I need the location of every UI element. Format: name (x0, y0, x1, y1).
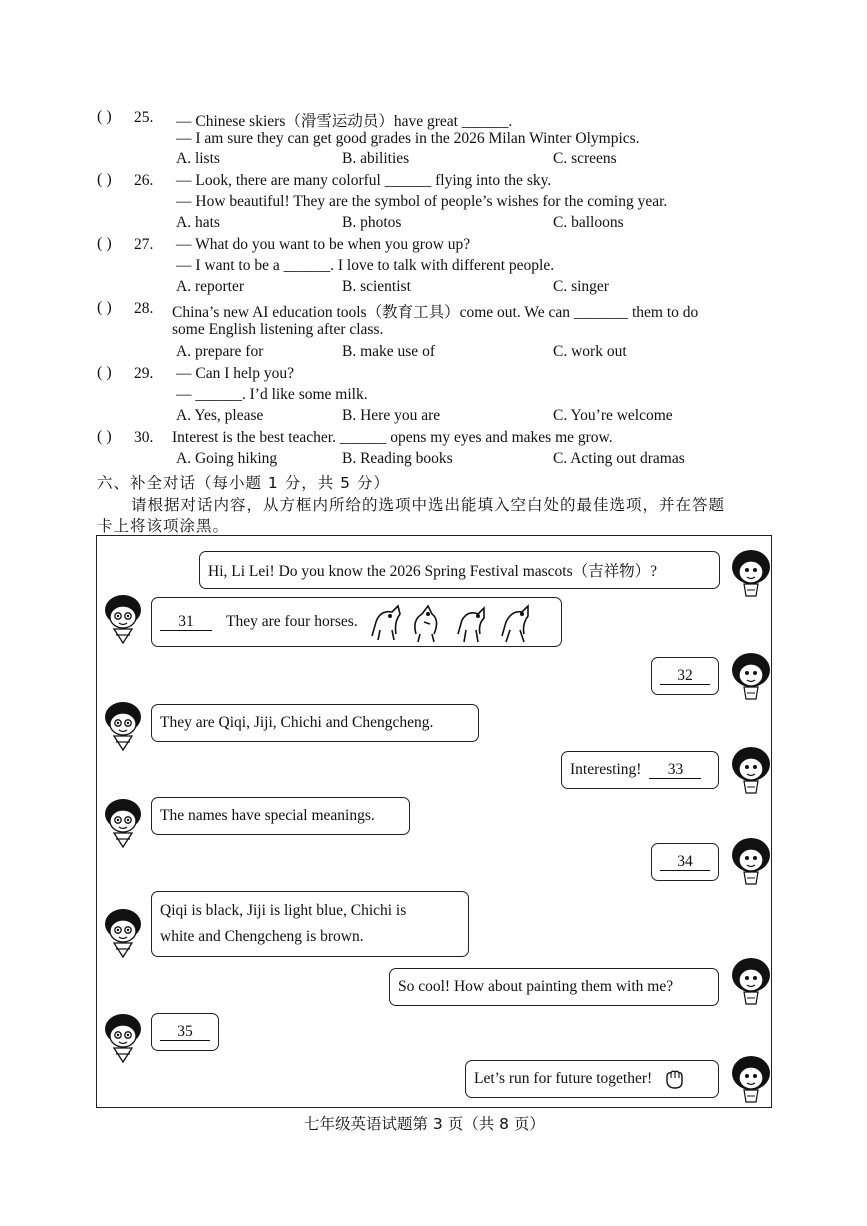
option-b: B. abilities (342, 150, 410, 167)
dialog-bubble-11 (465, 1060, 719, 1098)
option-c: C. Acting out dramas (553, 450, 685, 467)
answer-paren: ( ) (97, 108, 112, 125)
question-line: — Chinese skiers（滑雪运动员）have great ______. (176, 113, 513, 130)
question-line: — I am sure they can get good grades in the 2026 Milan Winter Olympics. (176, 130, 640, 147)
dialog-bubble-2 (151, 597, 562, 647)
question-number: 25. (134, 109, 154, 126)
section-instruction: 请根据对话内容，从方框内所给的选项中选出能填入空白处的最佳选项，并在答题 (131, 496, 726, 514)
horse-mascots-icon (366, 600, 536, 644)
question-number: 30. (134, 429, 154, 446)
dialog-bubble-6 (151, 797, 410, 835)
friend-avatar-icon (730, 956, 772, 1008)
option-c: C. screens (553, 150, 617, 167)
option-b: B. scientist (342, 278, 411, 295)
answer-blank-34[interactable]: 34 (660, 854, 710, 871)
dialog-bubble-3 (651, 657, 719, 695)
question-line: Interest is the best teacher. ______ opens my eyes and makes me grow. (172, 429, 613, 446)
bubble-text: Let’s run for future together! (474, 1070, 653, 1087)
question-line: some English listening after class. (172, 321, 384, 338)
fist-icon (662, 1067, 686, 1091)
friend-avatar-icon (730, 745, 772, 797)
bubble-text: So cool! How about painting them with me? (398, 978, 674, 995)
friend-avatar-icon (730, 1054, 772, 1106)
answer-paren: ( ) (97, 299, 112, 316)
section-instruction: 卡上将该项涂黑。 (97, 517, 230, 535)
option-c: C. singer (553, 278, 609, 295)
option-a: A. Going hiking (176, 450, 278, 467)
question-number: 29. (134, 365, 154, 382)
section-title: 六、补全对话（每小题 1 分，共 5 分） (97, 474, 390, 492)
answer-paren: ( ) (97, 428, 112, 445)
li-lei-avatar-icon (102, 1012, 144, 1064)
bubble-text: Hi, Li Lei! Do you know the 2026 Spring Festival mascots（吉祥物）? (208, 563, 658, 580)
option-a: A. reporter (176, 278, 244, 295)
option-c: C. You’re welcome (553, 407, 673, 424)
question-number: 28. (134, 300, 154, 317)
option-b: B. photos (342, 214, 402, 231)
dialog-bubble-10 (151, 1013, 219, 1051)
question-line: — ______. I’d like some milk. (176, 386, 368, 403)
option-b: B. make use of (342, 343, 435, 360)
li-lei-avatar-icon (102, 700, 144, 752)
answer-blank-31[interactable]: 31 (160, 614, 212, 631)
answer-blank-33[interactable]: 33 (649, 762, 701, 779)
dialog-bubble-7 (651, 843, 719, 881)
friend-avatar-icon (730, 548, 772, 600)
question-line: — What do you want to be when you grow up? (176, 236, 471, 253)
question-line: — Look, there are many colorful ______ flying into the sky. (176, 172, 552, 189)
friend-avatar-icon (730, 651, 772, 703)
question-line: — Can I help you? (176, 365, 294, 382)
bubble-text: They are Qiqi, Jiji, Chichi and Chengcheng. (160, 714, 434, 731)
li-lei-avatar-icon (102, 593, 144, 645)
bubble-text: Qiqi is black, Jiji is light blue, Chichi is (160, 902, 407, 919)
bubble-text: Interesting! (570, 761, 642, 778)
answer-paren: ( ) (97, 235, 112, 252)
dialog-bubble-8 (151, 891, 469, 957)
option-a: A. prepare for (176, 343, 264, 360)
answer-blank-32[interactable]: 32 (660, 668, 710, 685)
option-b: B. Here you are (342, 407, 441, 424)
li-lei-avatar-icon (102, 797, 144, 849)
option-a: A. Yes, please (176, 407, 264, 424)
answer-blank-35[interactable]: 35 (160, 1024, 210, 1041)
question-line: China’s new AI education tools（教育工具）come out. We can _______ them to do (172, 304, 699, 321)
question-number: 27. (134, 236, 154, 253)
option-a: A. lists (176, 150, 220, 167)
option-c: C. balloons (553, 214, 624, 231)
bubble-text: white and Chengcheng is brown. (160, 928, 364, 945)
option-b: B. Reading books (342, 450, 453, 467)
dialog-bubble-9 (389, 968, 719, 1006)
option-a: A. hats (176, 214, 220, 231)
page-footer: 七年级英语试题第 3 页（共 8 页） (304, 1115, 545, 1133)
li-lei-avatar-icon (102, 907, 144, 959)
dialog-bubble-1 (199, 551, 720, 589)
bubble-text: The names have special meanings. (160, 807, 375, 824)
answer-paren: ( ) (97, 364, 112, 381)
question-line: — How beautiful! They are the symbol of people’s wishes for the coming year. (176, 193, 668, 210)
dialog-bubble-4 (151, 704, 479, 742)
option-c: C. work out (553, 343, 627, 360)
answer-paren: ( ) (97, 171, 112, 188)
bubble-text: They are four horses. (226, 613, 358, 630)
friend-avatar-icon (730, 836, 772, 888)
question-line: — I want to be a ______. I love to talk with different people. (176, 257, 555, 274)
dialog-bubble-5 (561, 751, 719, 789)
question-number: 26. (134, 172, 154, 189)
